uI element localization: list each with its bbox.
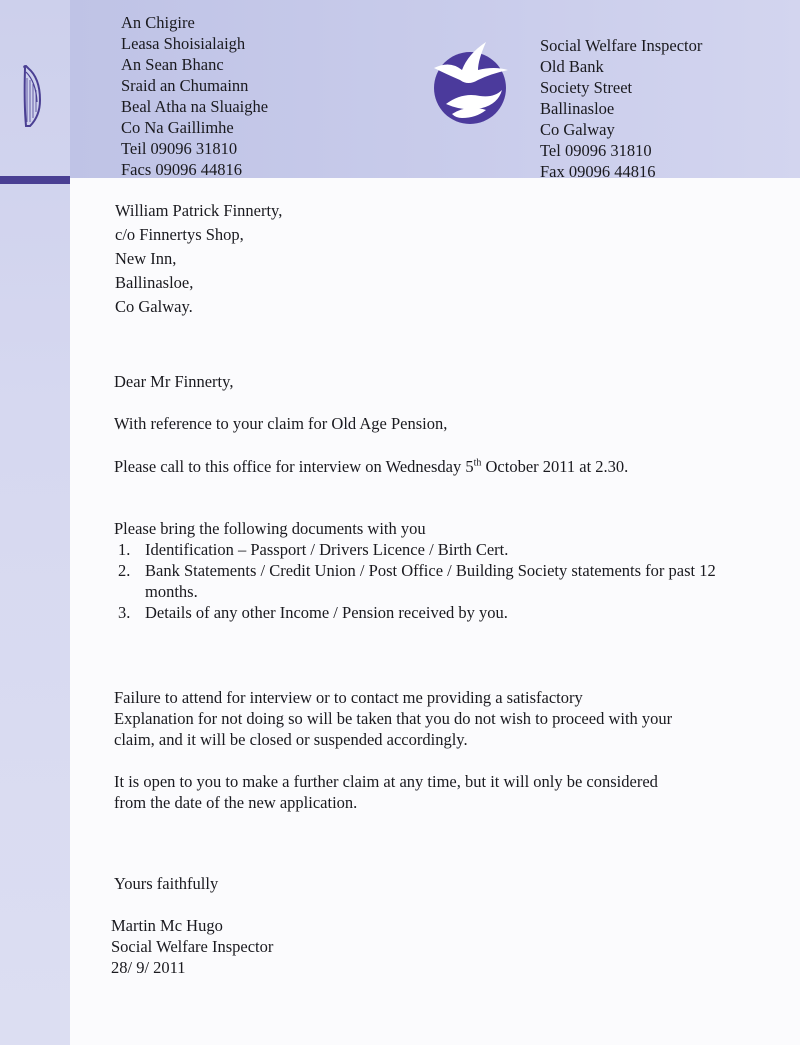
address-line: Co Na Gaillimhe — [121, 118, 234, 137]
address-line: Sraid an Chumainn — [121, 76, 249, 95]
address-line: Old Bank — [540, 57, 604, 76]
date-ordinal-suffix: th — [473, 457, 482, 469]
signatory-name: Martin Mc Hugo — [111, 916, 223, 935]
address-line: Social Welfare Inspector — [540, 36, 703, 55]
signature-block — [111, 915, 273, 978]
list-item — [114, 560, 734, 602]
further-claim-paragraph — [114, 771, 729, 813]
list-item-number: 2. — [118, 561, 131, 580]
paragraph-line: It is open to you to make a further claim at any time, but it will only be considered — [114, 772, 658, 791]
list-item-number: 3. — [118, 603, 131, 622]
paragraph-line: from the date of the new application. — [114, 793, 358, 812]
address-line: Ballinasloe — [540, 99, 615, 118]
paragraph-line: Failure to attend for interview or to contact me providing a satisfactory — [114, 688, 583, 707]
letterhead-address-irish — [121, 12, 268, 180]
failure-paragraph — [114, 687, 729, 750]
interview-paragraph — [114, 456, 754, 477]
fax-line: Facs 09096 44816 — [121, 160, 242, 179]
address-line: Society Street — [540, 78, 633, 97]
interview-text-continued: October 2011 at 2.30. — [481, 457, 629, 476]
harp-emblem-icon — [20, 64, 44, 128]
fax-line: Fax 09096 44816 — [540, 162, 656, 181]
address-line: An Chigire — [121, 13, 195, 32]
closing: Yours faithfully — [114, 874, 219, 893]
reference-paragraph: With reference to your claim for Old Age Pension, — [114, 414, 448, 433]
list-item-number: 1. — [118, 540, 131, 559]
recipient-line: Co Galway. — [115, 297, 193, 316]
address-line: Co Galway — [540, 120, 615, 139]
list-item-text: Details of any other Income / Pension received by you. — [145, 603, 508, 622]
recipient-line: William Patrick Finnerty, — [115, 201, 283, 220]
documents-intro: Please bring the following documents with you — [114, 519, 426, 538]
recipient-address — [115, 199, 282, 319]
signatory-title: Social Welfare Inspector — [111, 937, 274, 956]
list-item — [114, 602, 734, 623]
paragraph-line: Explanation for not doing so will be taken that you do not wish to proceed with your — [114, 709, 673, 728]
letter-date: 28/ 9/ 2011 — [111, 958, 186, 977]
address-line: Beal Atha na Sluaighe — [121, 97, 269, 116]
list-item-text: Bank Statements / Credit Union / Post Office / Building Society statements for past 12 months. — [145, 561, 716, 601]
left-margin-strip — [0, 0, 70, 1045]
paragraph-line: claim, and it will be closed or suspended accordingly. — [114, 730, 468, 749]
recipient-line: Ballinasloe, — [115, 273, 194, 292]
dove-hand-logo-icon — [428, 40, 512, 124]
documents-list — [114, 539, 734, 623]
phone-line: Tel 09096 31810 — [540, 141, 652, 160]
address-line: An Sean Bhanc — [121, 55, 224, 74]
letterhead-accent-rule — [0, 176, 70, 184]
salutation: Dear Mr Finnerty, — [114, 372, 234, 391]
letterhead-address-english — [540, 35, 702, 182]
recipient-line: New Inn, — [115, 249, 177, 268]
list-item-text: Identification – Passport / Drivers Licence / Birth Cert. — [145, 540, 509, 559]
interview-text: Please call to this office for interview on Wednesday 5 — [114, 457, 474, 476]
recipient-line: c/o Finnertys Shop, — [115, 225, 244, 244]
phone-line: Teil 09096 31810 — [121, 139, 238, 158]
address-line: Leasa Shoisialaigh — [121, 34, 246, 53]
list-item — [114, 539, 734, 560]
